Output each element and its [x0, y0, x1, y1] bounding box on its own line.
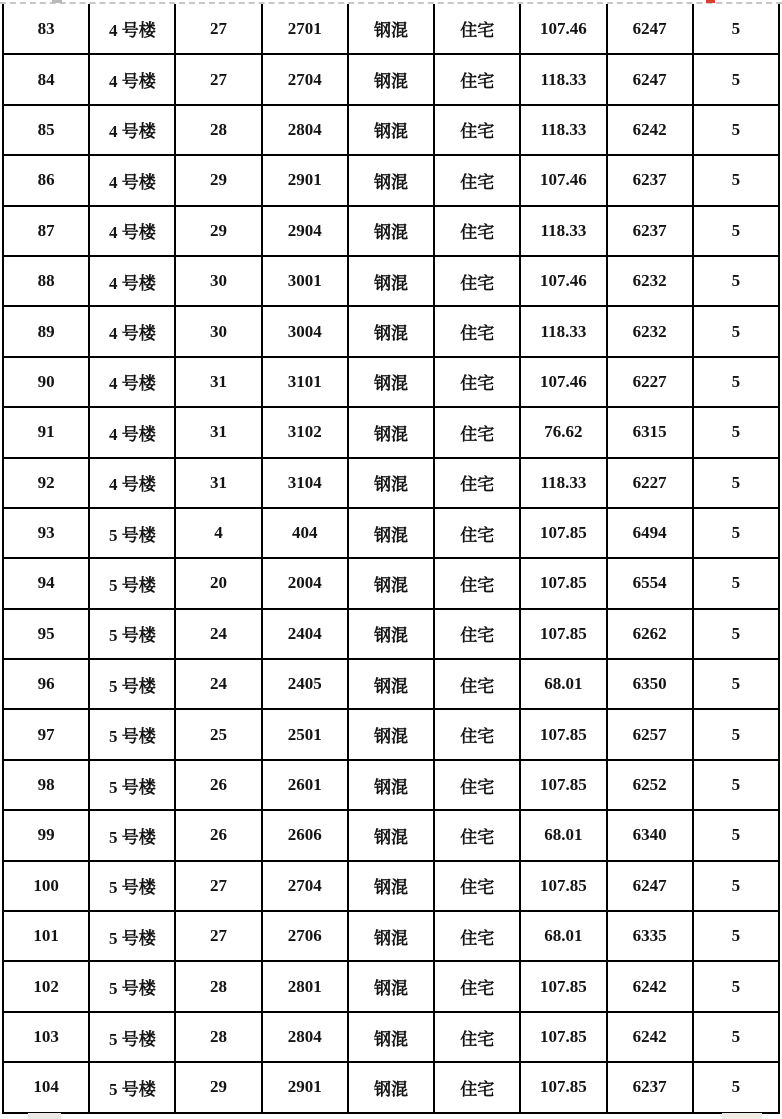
table-cell: 住宅 [434, 155, 520, 205]
table-cell: 24 [175, 609, 261, 659]
table-cell: 31 [175, 357, 261, 407]
table-cell: 住宅 [434, 709, 520, 759]
table-cell: 钢混 [348, 306, 434, 356]
table-cell: 5 [693, 357, 779, 407]
table-cell: 5 号楼 [89, 810, 175, 860]
table-cell: 100 [3, 861, 89, 911]
table-cell: 住宅 [434, 306, 520, 356]
table-cell: 住宅 [434, 357, 520, 407]
table-cell: 4 号楼 [89, 4, 175, 54]
table-cell: 钢混 [348, 1062, 434, 1112]
table-cell: 住宅 [434, 1062, 520, 1112]
price-list-table [2, 4, 780, 1114]
table-cell: 5 [693, 458, 779, 508]
table-cell: 5 号楼 [89, 911, 175, 961]
table-cell: 3004 [262, 306, 348, 356]
table-cell: 2904 [262, 206, 348, 256]
table-cell: 102 [3, 961, 89, 1011]
table-cell: 钢混 [348, 558, 434, 608]
table-cell: 4 号楼 [89, 105, 175, 155]
table-cell: 2901 [262, 155, 348, 205]
table-cell: 5 号楼 [89, 1062, 175, 1112]
table-row [3, 961, 779, 1011]
table-cell: 6237 [607, 155, 693, 205]
table-cell: 30 [175, 306, 261, 356]
table-cell: 86 [3, 155, 89, 205]
table-row [3, 4, 779, 54]
table-row [3, 54, 779, 104]
table-cell: 住宅 [434, 961, 520, 1011]
table-cell: 6232 [607, 256, 693, 306]
table-cell: 29 [175, 155, 261, 205]
table-cell: 5 号楼 [89, 1012, 175, 1062]
table-row [3, 306, 779, 356]
table-cell: 5 [693, 4, 779, 54]
table-cell: 住宅 [434, 1012, 520, 1062]
table-cell: 5 号楼 [89, 508, 175, 558]
table-cell: 4 号楼 [89, 54, 175, 104]
table-cell: 107.85 [520, 760, 606, 810]
table-cell: 98 [3, 760, 89, 810]
table-cell: 6227 [607, 357, 693, 407]
table-cell: 107.85 [520, 508, 606, 558]
table-cell: 2701 [262, 4, 348, 54]
table-body [3, 4, 779, 1113]
table-cell: 103 [3, 1012, 89, 1062]
table-cell: 5 [693, 659, 779, 709]
table-cell: 5 [693, 911, 779, 961]
table-cell: 住宅 [434, 810, 520, 860]
table-cell: 6232 [607, 306, 693, 356]
table-cell: 5 [693, 709, 779, 759]
table-cell: 4 号楼 [89, 155, 175, 205]
table-cell: 90 [3, 357, 89, 407]
table-row [3, 407, 779, 457]
table-cell: 5 [693, 306, 779, 356]
table-cell: 6247 [607, 861, 693, 911]
table-cell: 91 [3, 407, 89, 457]
table-cell: 5 [693, 810, 779, 860]
table-cell: 5 号楼 [89, 609, 175, 659]
table-cell: 3104 [262, 458, 348, 508]
table-cell: 99 [3, 810, 89, 860]
table-cell: 5 [693, 961, 779, 1011]
table-cell: 2606 [262, 810, 348, 860]
table-cell: 6242 [607, 961, 693, 1011]
table-cell: 104 [3, 1062, 89, 1112]
table-cell: 钢混 [348, 508, 434, 558]
table-cell: 4 号楼 [89, 407, 175, 457]
table-cell: 2801 [262, 961, 348, 1011]
table-cell: 住宅 [434, 558, 520, 608]
table-cell: 住宅 [434, 911, 520, 961]
table-cell: 钢混 [348, 458, 434, 508]
table-cell: 5 号楼 [89, 861, 175, 911]
table-cell: 钢混 [348, 760, 434, 810]
table-cell: 107.46 [520, 357, 606, 407]
table-cell: 68.01 [520, 911, 606, 961]
table-cell: 5 [693, 256, 779, 306]
table-cell: 钢混 [348, 861, 434, 911]
table-row [3, 709, 779, 759]
table-cell: 25 [175, 709, 261, 759]
table-cell: 107.85 [520, 1012, 606, 1062]
table-cell: 钢混 [348, 961, 434, 1011]
table-cell: 107.46 [520, 155, 606, 205]
table-cell: 钢混 [348, 810, 434, 860]
table-cell: 5 [693, 206, 779, 256]
table-cell: 6554 [607, 558, 693, 608]
table-cell: 2704 [262, 54, 348, 104]
table-row [3, 155, 779, 205]
table-row [3, 1062, 779, 1112]
table-row [3, 1012, 779, 1062]
table-cell: 3001 [262, 256, 348, 306]
table-cell: 87 [3, 206, 89, 256]
table-cell: 4 号楼 [89, 306, 175, 356]
table-cell: 5 [693, 1012, 779, 1062]
table-cell: 5 [693, 760, 779, 810]
table-cell: 住宅 [434, 4, 520, 54]
table-row [3, 810, 779, 860]
table-cell: 4 号楼 [89, 458, 175, 508]
table-cell: 4 [175, 508, 261, 558]
table-cell: 钢混 [348, 155, 434, 205]
table-row [3, 911, 779, 961]
table-cell: 95 [3, 609, 89, 659]
table-cell: 84 [3, 54, 89, 104]
table-cell: 钢混 [348, 54, 434, 104]
table-cell: 6252 [607, 760, 693, 810]
table-cell: 107.85 [520, 1062, 606, 1112]
table-cell: 118.33 [520, 105, 606, 155]
table-row [3, 558, 779, 608]
table-cell: 26 [175, 810, 261, 860]
table-cell: 107.85 [520, 609, 606, 659]
table-cell: 6494 [607, 508, 693, 558]
table-cell: 92 [3, 458, 89, 508]
table-cell: 2601 [262, 760, 348, 810]
table-cell: 28 [175, 105, 261, 155]
table-cell: 6247 [607, 4, 693, 54]
table-cell: 5 号楼 [89, 709, 175, 759]
table-cell: 钢混 [348, 357, 434, 407]
table-cell: 2404 [262, 609, 348, 659]
table-cell: 107.85 [520, 961, 606, 1011]
table-cell: 6262 [607, 609, 693, 659]
table-cell: 住宅 [434, 659, 520, 709]
table-cell: 107.85 [520, 709, 606, 759]
table-cell: 94 [3, 558, 89, 608]
table-cell: 97 [3, 709, 89, 759]
table-cell: 27 [175, 911, 261, 961]
table-cell: 住宅 [434, 407, 520, 457]
table-cell: 5 号楼 [89, 659, 175, 709]
table-cell: 5 号楼 [89, 760, 175, 810]
table-cell: 118.33 [520, 206, 606, 256]
table-cell: 101 [3, 911, 89, 961]
table-row [3, 659, 779, 709]
table-cell: 住宅 [434, 105, 520, 155]
bottom-right-artifact [722, 1113, 762, 1119]
table-cell: 5 [693, 155, 779, 205]
table-cell: 27 [175, 54, 261, 104]
table-cell: 钢混 [348, 105, 434, 155]
table-cell: 2901 [262, 1062, 348, 1112]
table-cell: 28 [175, 1012, 261, 1062]
table-cell: 5 [693, 508, 779, 558]
table-row [3, 357, 779, 407]
table-cell: 3101 [262, 357, 348, 407]
table-cell: 2004 [262, 558, 348, 608]
table-cell: 404 [262, 508, 348, 558]
table-row [3, 206, 779, 256]
table-cell: 29 [175, 1062, 261, 1112]
table-cell: 6237 [607, 1062, 693, 1112]
table-cell: 5 [693, 609, 779, 659]
table-cell: 5 [693, 558, 779, 608]
table-cell: 6247 [607, 54, 693, 104]
table-cell: 钢混 [348, 4, 434, 54]
table-cell: 6340 [607, 810, 693, 860]
table-cell: 4 号楼 [89, 206, 175, 256]
table-cell: 107.85 [520, 558, 606, 608]
gray-line-fragment [52, 0, 62, 3]
table-cell: 89 [3, 306, 89, 356]
table-cell: 5 [693, 861, 779, 911]
table-cell: 住宅 [434, 508, 520, 558]
table-cell: 2706 [262, 911, 348, 961]
table-cell: 钢混 [348, 609, 434, 659]
table-cell: 5 [693, 407, 779, 457]
table-cell: 住宅 [434, 54, 520, 104]
table-cell: 4 号楼 [89, 256, 175, 306]
table-cell: 85 [3, 105, 89, 155]
table-cell: 3102 [262, 407, 348, 457]
table-cell: 住宅 [434, 760, 520, 810]
table-cell: 24 [175, 659, 261, 709]
table-cell: 5 号楼 [89, 558, 175, 608]
table-cell: 2804 [262, 105, 348, 155]
table-row [3, 256, 779, 306]
table-cell: 6242 [607, 105, 693, 155]
table-cell: 68.01 [520, 810, 606, 860]
table-cell: 5 号楼 [89, 961, 175, 1011]
table-cell: 钢混 [348, 256, 434, 306]
table-row [3, 861, 779, 911]
table-cell: 6257 [607, 709, 693, 759]
table-cell: 107.46 [520, 4, 606, 54]
table-cell: 钢混 [348, 206, 434, 256]
table-cell: 118.33 [520, 458, 606, 508]
table-cell: 107.85 [520, 861, 606, 911]
table-cell: 93 [3, 508, 89, 558]
red-annotation-fragment [706, 0, 715, 3]
table-cell: 6350 [607, 659, 693, 709]
bottom-left-artifact [28, 1113, 61, 1119]
table-cell: 96 [3, 659, 89, 709]
table-cell: 27 [175, 861, 261, 911]
table-cell: 钢混 [348, 911, 434, 961]
table-cell: 31 [175, 407, 261, 457]
table-row [3, 458, 779, 508]
table-cell: 5 [693, 1062, 779, 1112]
table-cell: 76.62 [520, 407, 606, 457]
table-cell: 5 [693, 105, 779, 155]
table-cell: 住宅 [434, 458, 520, 508]
table-row [3, 508, 779, 558]
table-row [3, 760, 779, 810]
table-cell: 住宅 [434, 861, 520, 911]
table-cell: 6227 [607, 458, 693, 508]
table-cell: 2804 [262, 1012, 348, 1062]
table-cell: 钢混 [348, 709, 434, 759]
table-cell: 88 [3, 256, 89, 306]
table-cell: 5 [693, 54, 779, 104]
table-cell: 钢混 [348, 407, 434, 457]
table-row [3, 105, 779, 155]
table-cell: 68.01 [520, 659, 606, 709]
table-cell: 118.33 [520, 306, 606, 356]
table-cell: 6335 [607, 911, 693, 961]
table-cell: 83 [3, 4, 89, 54]
table-cell: 107.46 [520, 256, 606, 306]
table-cell: 住宅 [434, 609, 520, 659]
table-cell: 住宅 [434, 256, 520, 306]
table-cell: 6315 [607, 407, 693, 457]
table-cell: 28 [175, 961, 261, 1011]
table-cell: 26 [175, 760, 261, 810]
table-cell: 6242 [607, 1012, 693, 1062]
table-cell: 6237 [607, 206, 693, 256]
table-cell: 钢混 [348, 659, 434, 709]
table-cell: 2501 [262, 709, 348, 759]
table-cell: 2704 [262, 861, 348, 911]
table-cell: 27 [175, 4, 261, 54]
table-cell: 钢混 [348, 1012, 434, 1062]
table-cell: 住宅 [434, 206, 520, 256]
table-row [3, 609, 779, 659]
table-cell: 29 [175, 206, 261, 256]
table-cell: 4 号楼 [89, 357, 175, 407]
table-cell: 31 [175, 458, 261, 508]
table-cell: 20 [175, 558, 261, 608]
table-cell: 30 [175, 256, 261, 306]
table-cell: 2405 [262, 659, 348, 709]
table-cell: 118.33 [520, 54, 606, 104]
